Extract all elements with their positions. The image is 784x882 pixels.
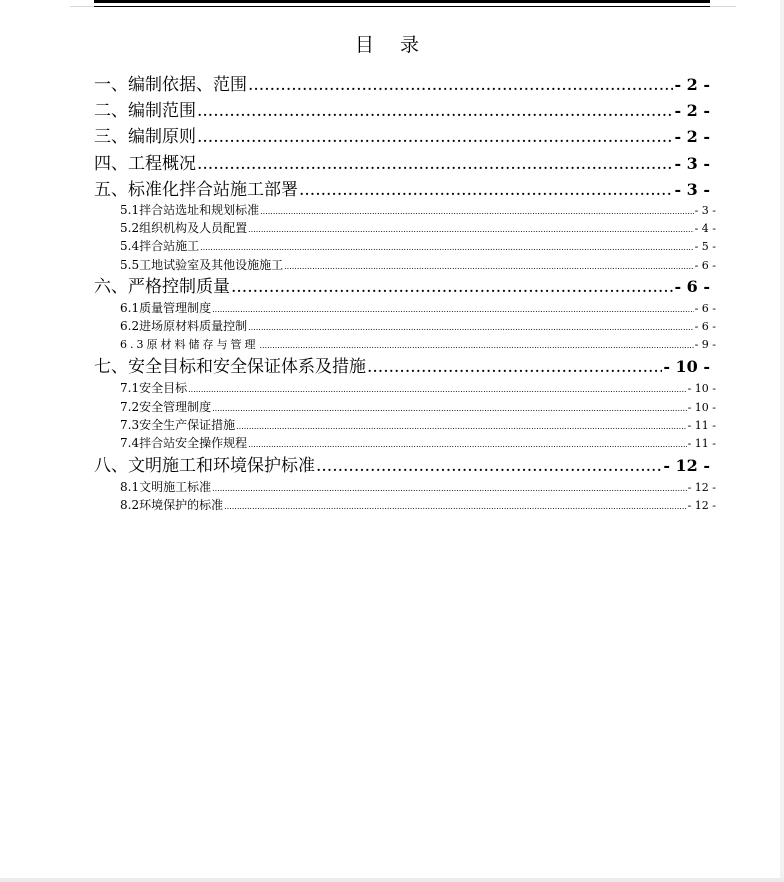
toc-subentry-6-1[interactable] <box>120 300 716 317</box>
toc-entry-text: 编制原则 <box>128 127 196 147</box>
toc-entry-text: 原材料储存与管理 <box>146 338 259 351</box>
toc-entry-page: - 5 - <box>694 240 716 253</box>
toc-entry-text: 工程概况 <box>128 154 196 174</box>
toc-subentry-7-4[interactable] <box>120 435 716 452</box>
toc-entry-text: 编制范围 <box>128 101 196 121</box>
dot-leader <box>316 454 662 478</box>
toc-title: 目 录 <box>354 34 430 56</box>
toc-subentry-5-4[interactable] <box>120 238 716 255</box>
dot-leader <box>367 355 662 379</box>
toc-entry-2[interactable] <box>94 99 710 123</box>
toc-entry-page: - 2 - <box>674 127 710 146</box>
dot-leader <box>248 73 673 97</box>
toc-entry-text: 环境保护的标准 <box>139 498 224 512</box>
toc-entry-page: - 10 - <box>687 401 716 414</box>
toc-entry-8[interactable] <box>94 454 710 478</box>
toc-entry-text: 质量管理制度 <box>139 301 212 315</box>
toc-entry-page: - 3 - <box>694 204 716 217</box>
toc-entry-page: - 2 - <box>674 101 710 120</box>
dot-leader <box>197 152 673 176</box>
toc-entry-number: 六、 <box>94 277 128 297</box>
toc-entry-number: 6.2 <box>120 319 140 333</box>
toc-entry-number: 三、 <box>94 127 128 147</box>
toc-entry-number: 八、 <box>94 456 128 476</box>
dot-leader <box>197 125 673 149</box>
toc-subentry-8-2[interactable] <box>120 497 716 514</box>
header-double-rule <box>94 0 710 7</box>
toc-subentry-6-3[interactable] <box>120 336 716 353</box>
toc-entry-3[interactable] <box>94 125 710 149</box>
toc-entry-page: - 6 - <box>694 259 716 272</box>
toc-entry-number: 五、 <box>94 180 128 200</box>
toc-entry-number: 7.2 <box>120 400 140 414</box>
toc-entry-text: 安全目标 <box>139 381 188 395</box>
dot-leader <box>248 435 686 453</box>
toc-entry-page: - 3 - <box>674 154 710 173</box>
toc-entry-text: 安全生产保证措施 <box>139 418 236 432</box>
dot-leader <box>224 497 686 515</box>
dot-leader <box>197 99 673 123</box>
toc-entry-number: 四、 <box>94 154 128 174</box>
toc-entry-number: 6.1 <box>120 301 140 315</box>
toc-entry-7[interactable] <box>94 355 710 379</box>
toc-entry-number: 二、 <box>94 101 128 121</box>
toc-entry-text: 编制依据、范围 <box>128 75 247 95</box>
toc-entry-text: 文明施工和环境保护标准 <box>128 456 315 476</box>
toc-entry-number: 8.2 <box>120 498 140 512</box>
dot-leader <box>260 202 693 220</box>
toc-entry-text: 文明施工标准 <box>139 480 212 494</box>
toc-entry-number: 5.4 <box>120 239 140 253</box>
dot-leader <box>188 380 686 398</box>
toc-entry-page: - 3 - <box>674 180 710 199</box>
toc-entry-page: - 12 - <box>663 456 710 475</box>
toc-subentry-7-2[interactable] <box>120 399 716 416</box>
toc-entry-text: 拌合站安全操作规程 <box>139 436 248 450</box>
toc-entry-page: - 4 - <box>694 222 716 235</box>
page-bottom-edge <box>0 878 784 882</box>
toc-entry-number: 7.1 <box>120 381 140 395</box>
toc-subentry-7-1[interactable] <box>120 380 716 397</box>
toc-entry-5[interactable] <box>94 178 710 202</box>
dot-leader <box>248 318 693 336</box>
toc-entry-4[interactable] <box>94 152 710 176</box>
dot-leader <box>212 399 686 417</box>
toc-entry-number: 8.1 <box>120 480 140 494</box>
toc-entry-page: - 12 - <box>687 499 716 512</box>
toc-entry-page: - 12 - <box>687 481 716 494</box>
toc-subentry-5-1[interactable] <box>120 202 716 219</box>
toc-entry-6[interactable] <box>94 275 710 299</box>
toc-entry-number: 七、 <box>94 357 128 377</box>
toc-entry-page: - 6 - <box>694 320 716 333</box>
toc-entry-text: 进场原材料质量控制 <box>139 319 248 333</box>
toc-entry-page: - 10 - <box>663 357 710 376</box>
toc-entry-text: 拌合站施工 <box>139 239 200 253</box>
toc-entry-text: 组织机构及人员配置 <box>139 221 248 235</box>
toc-subentry-6-2[interactable] <box>120 318 716 335</box>
dot-leader <box>200 238 693 256</box>
toc-entry-page: - 6 - <box>694 302 716 315</box>
dot-leader <box>248 220 693 238</box>
toc-subentry-8-1[interactable] <box>120 479 716 496</box>
toc-entry-page: - 11 - <box>687 437 716 450</box>
toc-subentry-5-2[interactable] <box>120 220 716 237</box>
toc-entry-number: 5.2 <box>120 221 140 235</box>
page-right-edge <box>780 0 784 882</box>
toc-entry-page: - 2 - <box>674 75 710 94</box>
dot-leader <box>284 257 693 275</box>
toc-subentry-7-3[interactable] <box>120 417 716 434</box>
toc-entry-number: 7.4 <box>120 436 140 450</box>
toc-entry-page: - 11 - <box>687 419 716 432</box>
dot-leader <box>236 417 686 435</box>
toc-entry-page: - 6 - <box>674 277 710 296</box>
toc-entry-number: 5.1 <box>120 203 140 217</box>
toc-entry-text: 工地试验室及其他设施施工 <box>139 258 284 272</box>
toc-entry-text: 严格控制质量 <box>128 277 230 297</box>
toc-entry-text: 标准化拌合站施工部署 <box>128 180 298 200</box>
dot-leader <box>260 336 694 354</box>
dot-leader <box>212 300 693 318</box>
toc-entry-1[interactable] <box>94 73 710 97</box>
toc-entry-text: 拌合站选址和规划标准 <box>139 203 260 217</box>
toc-entry-text: 安全目标和安全保证体系及措施 <box>128 357 366 377</box>
toc-entry-number: 5.5 <box>120 258 140 272</box>
toc-entry-text: 安全管理制度 <box>139 400 212 414</box>
dot-leader <box>231 275 673 299</box>
toc-subentry-5-5[interactable] <box>120 257 716 274</box>
toc-entry-page: - 9 - <box>694 338 716 351</box>
dot-leader <box>212 479 686 497</box>
toc-entry-page: - 10 - <box>687 382 716 395</box>
dot-leader <box>299 178 673 202</box>
toc-entry-number: 6.3 <box>120 338 147 351</box>
toc-entry-number: 一、 <box>94 75 128 95</box>
toc-entry-number: 7.3 <box>120 418 140 432</box>
